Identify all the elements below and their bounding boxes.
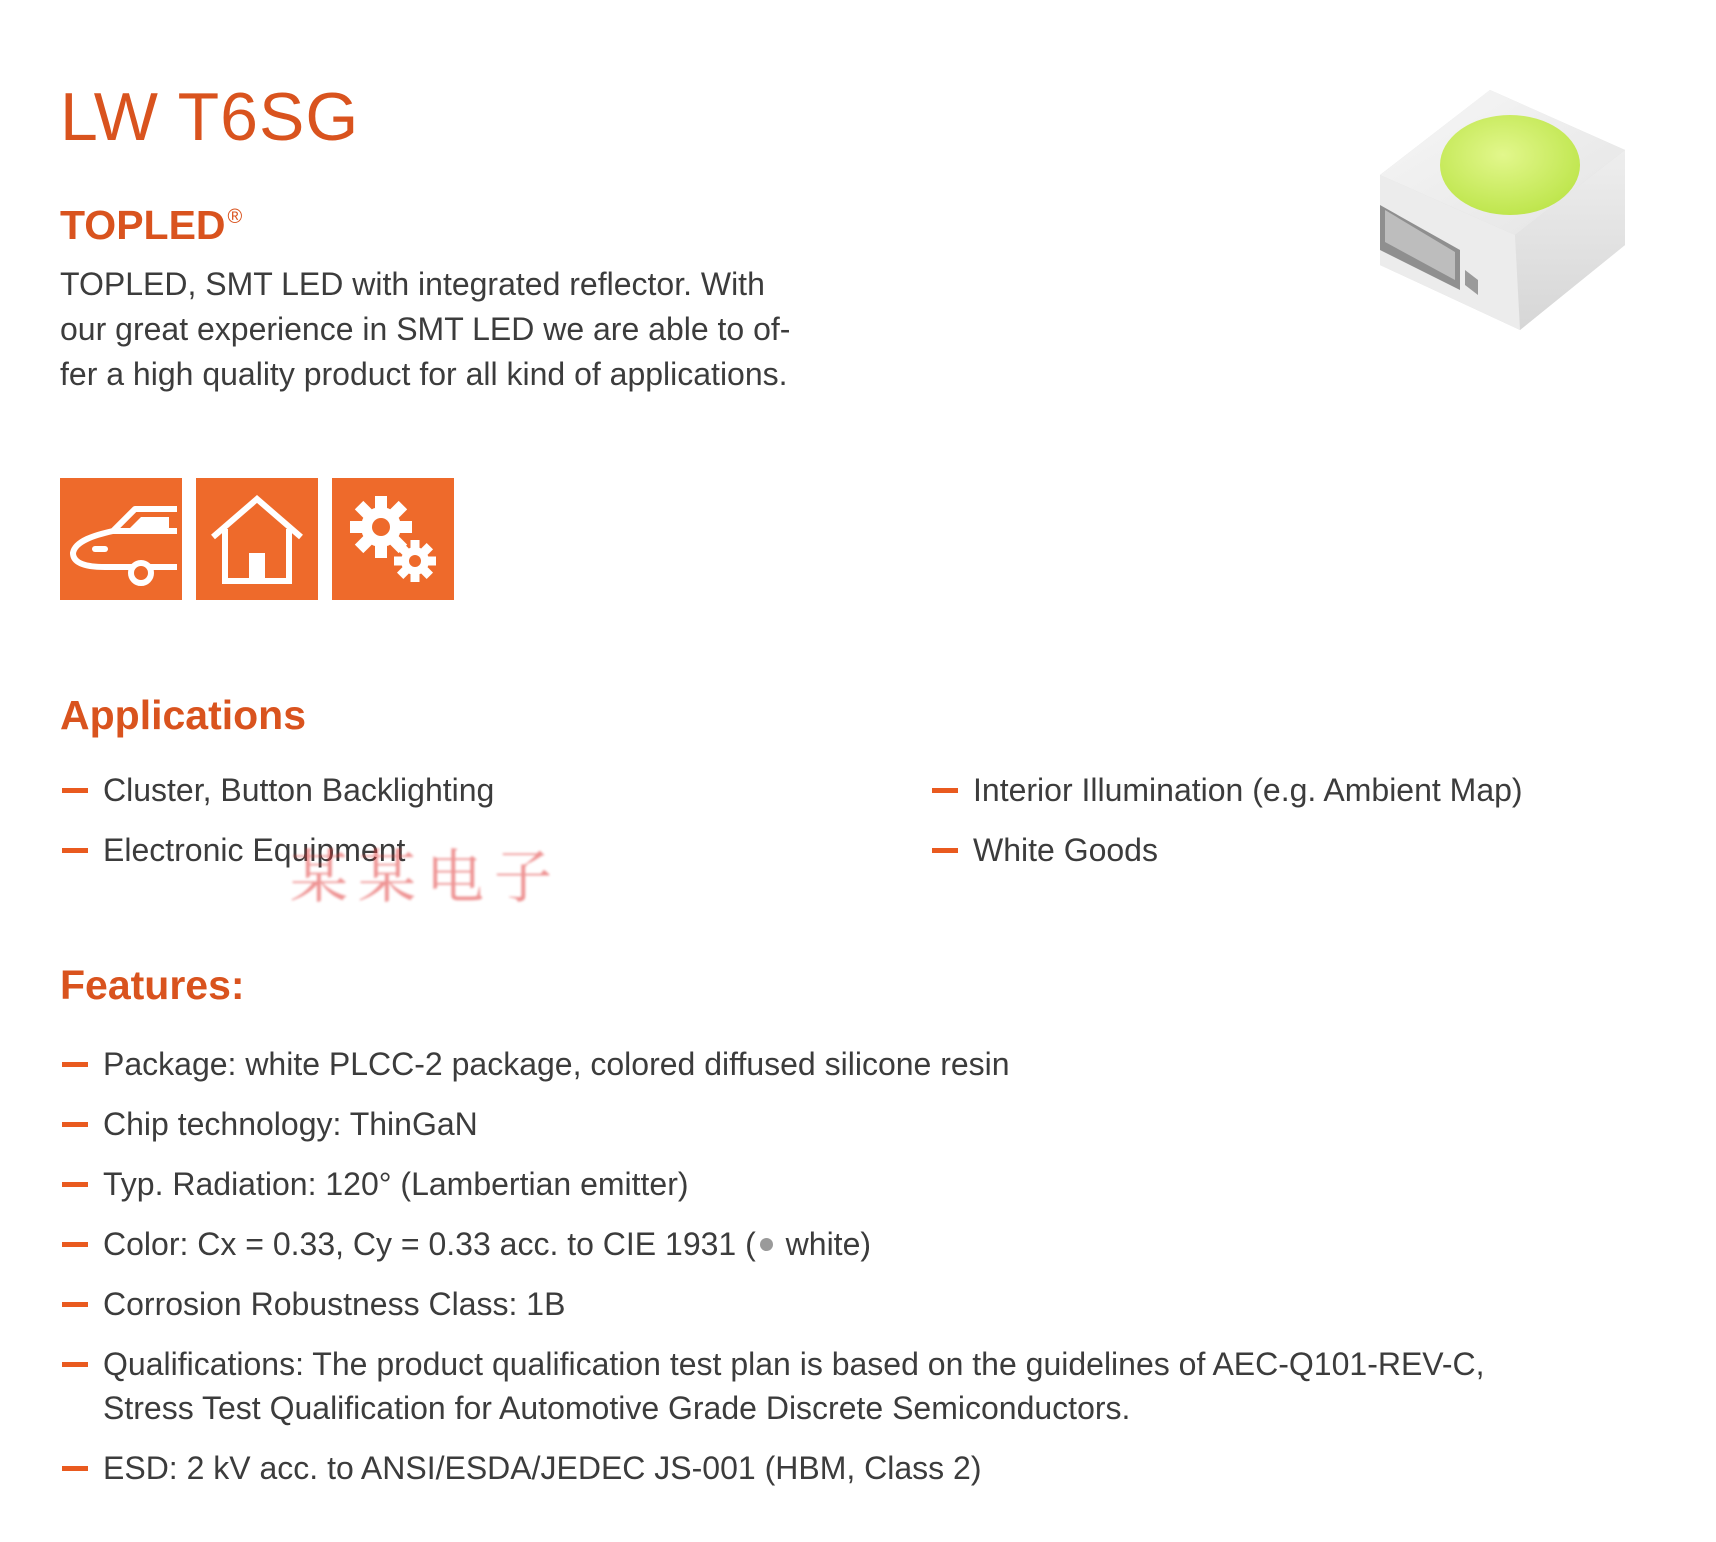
feature-text [103,1342,1485,1430]
intro-line: our great experience in SMT LED we are able to of- [60,311,791,347]
bullet-dash [62,1242,88,1247]
application-text: Interior Illumination (e.g. Ambient Map) [973,772,1523,808]
bullet-dash [932,788,958,793]
registered-mark: ® [227,206,243,228]
intro-line: TOPLED, SMT LED with integrated reflector. With [60,266,765,302]
features-title: Features: [60,962,245,1008]
bullet-dash [62,1182,88,1187]
family-title [60,202,242,249]
feature-text-part: white) [776,1226,872,1262]
application-text: White Goods [973,832,1158,868]
product-title: LW T6SG [60,79,360,155]
list-item [932,828,1158,872]
car-icon [60,478,182,600]
applications-title: Applications [60,692,307,738]
feature-line: Stress Test Qualification for Automotive Grade Discrete Semiconductors. [103,1390,1131,1426]
list-item [62,768,494,812]
feature-text: Typ. Radiation: 120° (Lambertian emitter) [103,1166,689,1202]
feature-text: ESD: 2 kV acc. to ANSI/ESDA/JEDEC JS-001 (HBM, Class 2) [103,1450,982,1486]
bullet-dash [62,1062,88,1067]
feature-text: Package: white PLCC-2 package, colored diffused silicone resin [103,1046,1010,1082]
list-item [932,768,1523,812]
list-item [62,1162,689,1206]
house-icon [196,478,318,600]
application-text: Electronic Equipment [103,832,406,868]
list-item [62,1342,1485,1430]
watermark-stamp: 某某电子 [290,843,563,911]
intro-paragraph [60,262,860,397]
feature-text [103,1222,871,1266]
feature-text: Corrosion Robustness Class: 1B [103,1286,566,1322]
bullet-dash [62,1302,88,1307]
family-name: TOPLED [60,202,226,248]
gears-icon [332,478,454,600]
list-item [62,1446,981,1490]
bullet-dash [62,848,88,853]
bullet-dash [62,1466,88,1471]
bullet-dash [62,788,88,793]
list-item [62,1222,871,1266]
bullet-dash [62,1122,88,1127]
color-dot-icon [760,1238,773,1251]
feature-text: Chip technology: ThinGaN [103,1106,478,1142]
list-item [62,1282,565,1326]
feature-line: Qualifications: The product qualification test plan is based on the guidelines of AEC-Q101-REV-C, [103,1346,1485,1382]
application-text: Cluster, Button Backlighting [103,772,495,808]
bullet-dash [62,1362,88,1367]
list-item [62,1042,1010,1086]
intro-line: fer a high quality product for all kind of applications. [60,356,788,392]
led-product-image [1370,90,1640,335]
application-icons [60,478,454,600]
list-item [62,1102,478,1146]
bullet-dash [932,848,958,853]
feature-text-part: Color: Cx = 0.33, Cy = 0.33 acc. to CIE 1931 ( [103,1226,756,1262]
